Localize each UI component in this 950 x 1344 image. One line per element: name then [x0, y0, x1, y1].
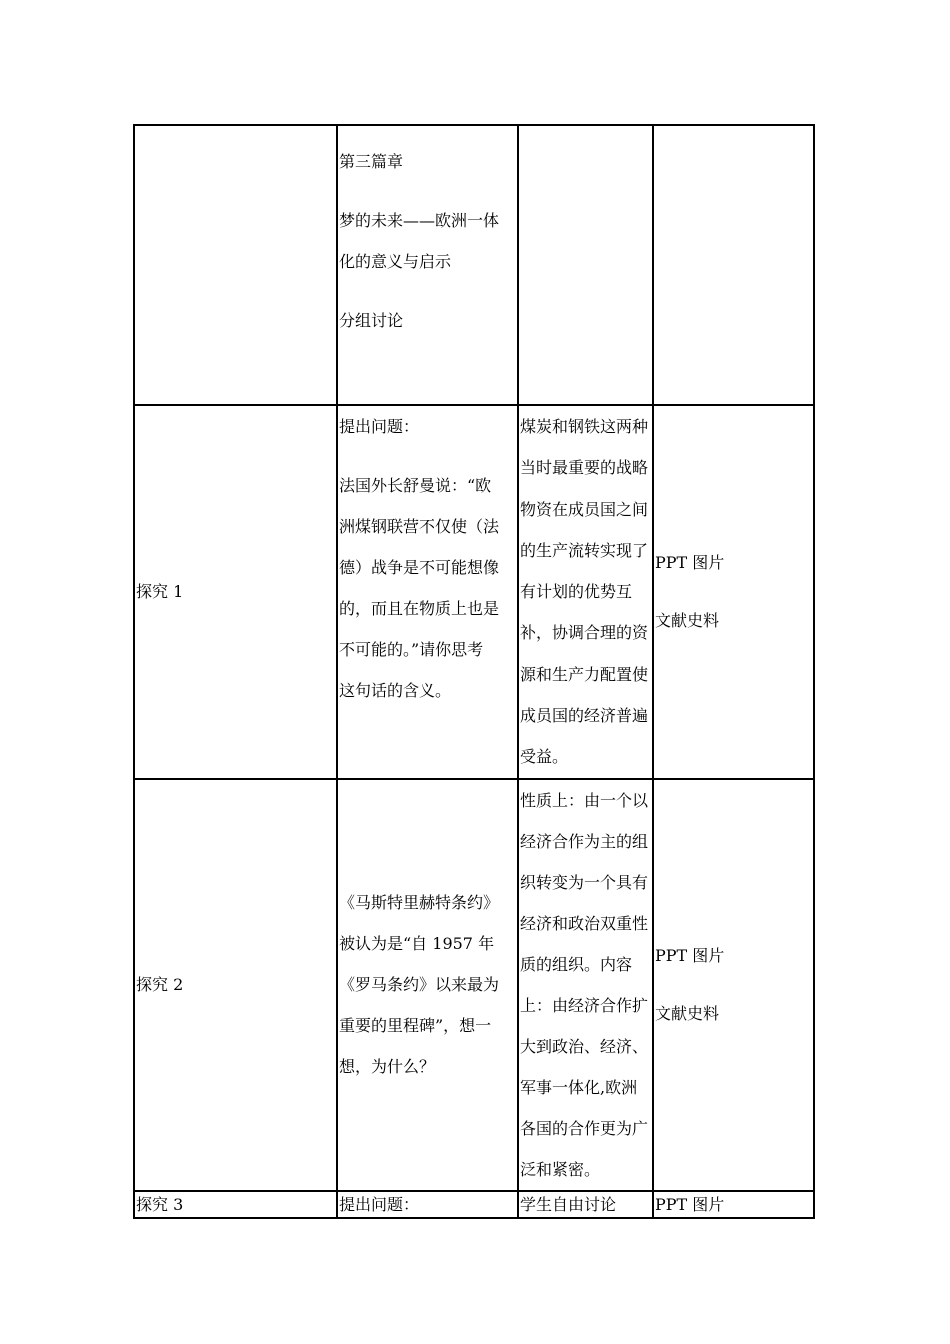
cell-activity — [134, 125, 337, 405]
answer-line: 经济和政治双重性 — [520, 913, 649, 933]
answer-line: 质的组织。内容 — [520, 954, 633, 974]
answer-line: 有计划的优势互 — [520, 582, 633, 602]
chapter-title-line: 化的意义与启示 — [339, 252, 452, 271]
answer-line: 各国的合作更为广 — [520, 1118, 649, 1138]
activity-label: 探究 1 — [136, 582, 184, 602]
cell-media — [653, 405, 814, 779]
question-line: 法国外长舒曼说：“欧 — [339, 476, 492, 495]
table-row — [134, 125, 814, 405]
question-line: 这句话的含义。 — [339, 681, 452, 700]
answer-line: 上：由经济合作扩 — [520, 995, 649, 1015]
question-line: 《马斯特里赫特条约》 — [339, 893, 500, 913]
method-label: 分组讨论 — [339, 311, 404, 330]
answer-line: 源和生产力配置使 — [520, 664, 649, 684]
answer-line: 经济合作为主的组 — [520, 831, 649, 851]
table-row — [134, 1191, 814, 1218]
cell-content — [337, 779, 518, 1191]
answer-line: 织转变为一个具有 — [520, 872, 649, 892]
cell-activity — [134, 1191, 337, 1218]
question-prompt: 提出问题： — [339, 1194, 420, 1214]
cell-media — [653, 125, 814, 405]
question-line: 洲煤钢联营不仅使（法 — [339, 517, 500, 536]
answer-line: 补，协调合理的资 — [520, 623, 649, 643]
answer-line: 煤炭和钢铁这两种 — [520, 417, 649, 436]
answer-line: 当时最重要的战略 — [520, 458, 649, 478]
chapter-title-line: 梦的未来——欧洲一体 — [339, 211, 500, 230]
question-prompt: 提出问题： — [339, 417, 420, 436]
cell-student — [518, 405, 653, 779]
question-line: 德）战争是不可能想像 — [339, 558, 500, 577]
answer-line: 成员国的经济普遍 — [520, 706, 649, 726]
cell-media — [653, 779, 814, 1191]
answer-line: 的生产流转实现了 — [520, 540, 649, 560]
answer-line: 性质上：由一个以 — [520, 790, 649, 810]
cell-student — [518, 1191, 653, 1218]
activity-label: 探究 2 — [136, 975, 184, 995]
answer-line: 军事一体化,欧洲 — [520, 1077, 638, 1097]
question-line: 被认为是“自 1957 年 — [339, 934, 495, 954]
answer-line: 泛和紧密。 — [520, 1159, 601, 1179]
activity-label: 探究 3 — [136, 1194, 184, 1214]
cell-student — [518, 779, 653, 1191]
lesson-table — [133, 124, 815, 1219]
answer-line: 大到政治、经济、 — [520, 1036, 649, 1056]
question-line: 《罗马条约》以来最为 — [339, 975, 500, 995]
cell-activity — [134, 779, 337, 1191]
cell-content — [337, 1191, 518, 1218]
cell-student — [518, 125, 653, 405]
table-row — [134, 779, 814, 1191]
cell-content — [337, 125, 518, 405]
cell-content — [337, 405, 518, 779]
table-row — [134, 405, 814, 779]
answer-line: 物资在成员国之间 — [520, 499, 649, 519]
media-item: PPT 图片 — [655, 945, 725, 965]
question-line: 不可能的。”请你思考 — [339, 640, 484, 659]
question-line: 想，为什么？ — [339, 1057, 436, 1077]
question-line: 的，而且在物质上也是 — [339, 599, 500, 618]
cell-activity — [134, 405, 337, 779]
chapter-label: 第三篇章 — [339, 152, 404, 171]
question-line: 重要的里程碑”，想一 — [339, 1016, 492, 1036]
media-item: PPT 图片 — [655, 552, 725, 572]
cell-media — [653, 1191, 814, 1218]
media-item: PPT 图片 — [655, 1194, 725, 1214]
answer-line: 学生自由讨论 — [520, 1194, 617, 1214]
answer-line: 受益。 — [520, 747, 569, 767]
media-item: 文献史料 — [655, 610, 720, 630]
media-item: 文献史料 — [655, 1003, 720, 1023]
